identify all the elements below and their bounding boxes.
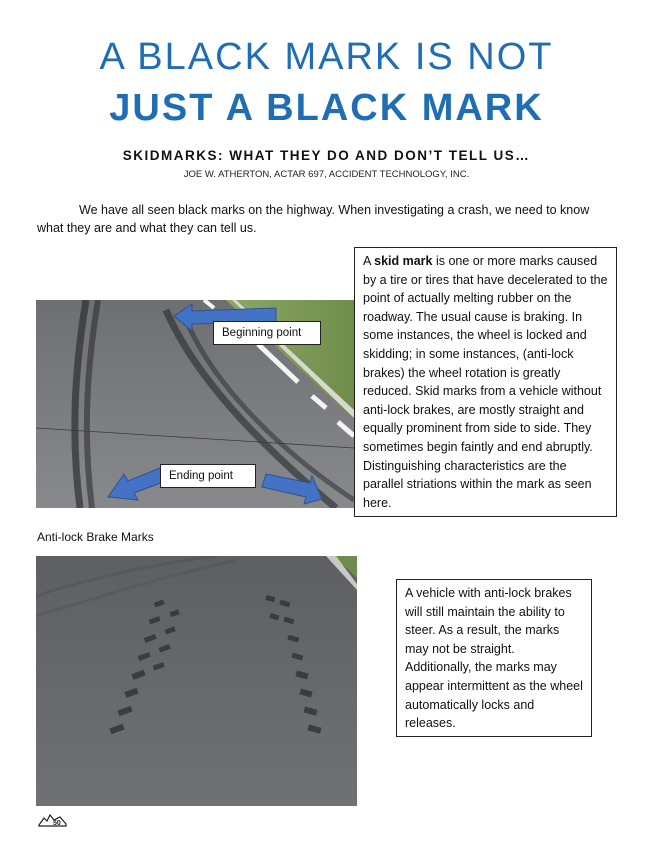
- intro-paragraph: We have all seen black marks on the highway. When investigating a crash, we need to know what they are and what they can tell us.: [37, 203, 590, 235]
- skid-mark-info-box: [354, 247, 617, 517]
- title-line-1: A BLACK MARK IS NOT: [99, 36, 554, 78]
- antilock-info-box: A vehicle with anti-lock brakes will still maintain the ability to steer. As a result, the marks may not be straight. Additionally, the marks may appear intermittent as the wheel automatically locks and releases.: [396, 579, 592, 737]
- author-line: JOE W. ATHERTON, ACTAR 697, ACCIDENT TECHNOLOGY, INC.: [183, 169, 470, 180]
- footer-logo: [38, 812, 68, 833]
- antilock-caption: Anti-lock Brake Marks: [37, 530, 154, 544]
- skid-mark-term: skid mark: [374, 254, 433, 268]
- page-number: 50: [53, 820, 61, 827]
- skid-box-prefix: A: [363, 254, 375, 268]
- subtitle: SKIDMARKS: WHAT THEY DO AND DON’T TELL US…: [122, 148, 531, 163]
- title-line-2: JUST A BLACK MARK: [109, 87, 544, 129]
- beginning-point-label: Beginning point: [213, 321, 321, 345]
- skid-box-text: is one or more marks caused by a tire or tires that have decelerated to the point of actually melting rubber on the roadway. The usual cause is braking. In some instances, the wheel is locked and skidding; in some instances, (anti-lock brakes) the wheel rotation is greatly reduced. Skid marks from a vehicle without anti-lock brakes, are mostly straight and equally prominent from side to side. They sometimes begin faintly and end abruptly. Distinguishing characteristics are the parallel striations within the mark as seen here.: [363, 254, 608, 510]
- antilock-marks-photo: [36, 556, 357, 806]
- ending-point-label: Ending point: [160, 464, 256, 488]
